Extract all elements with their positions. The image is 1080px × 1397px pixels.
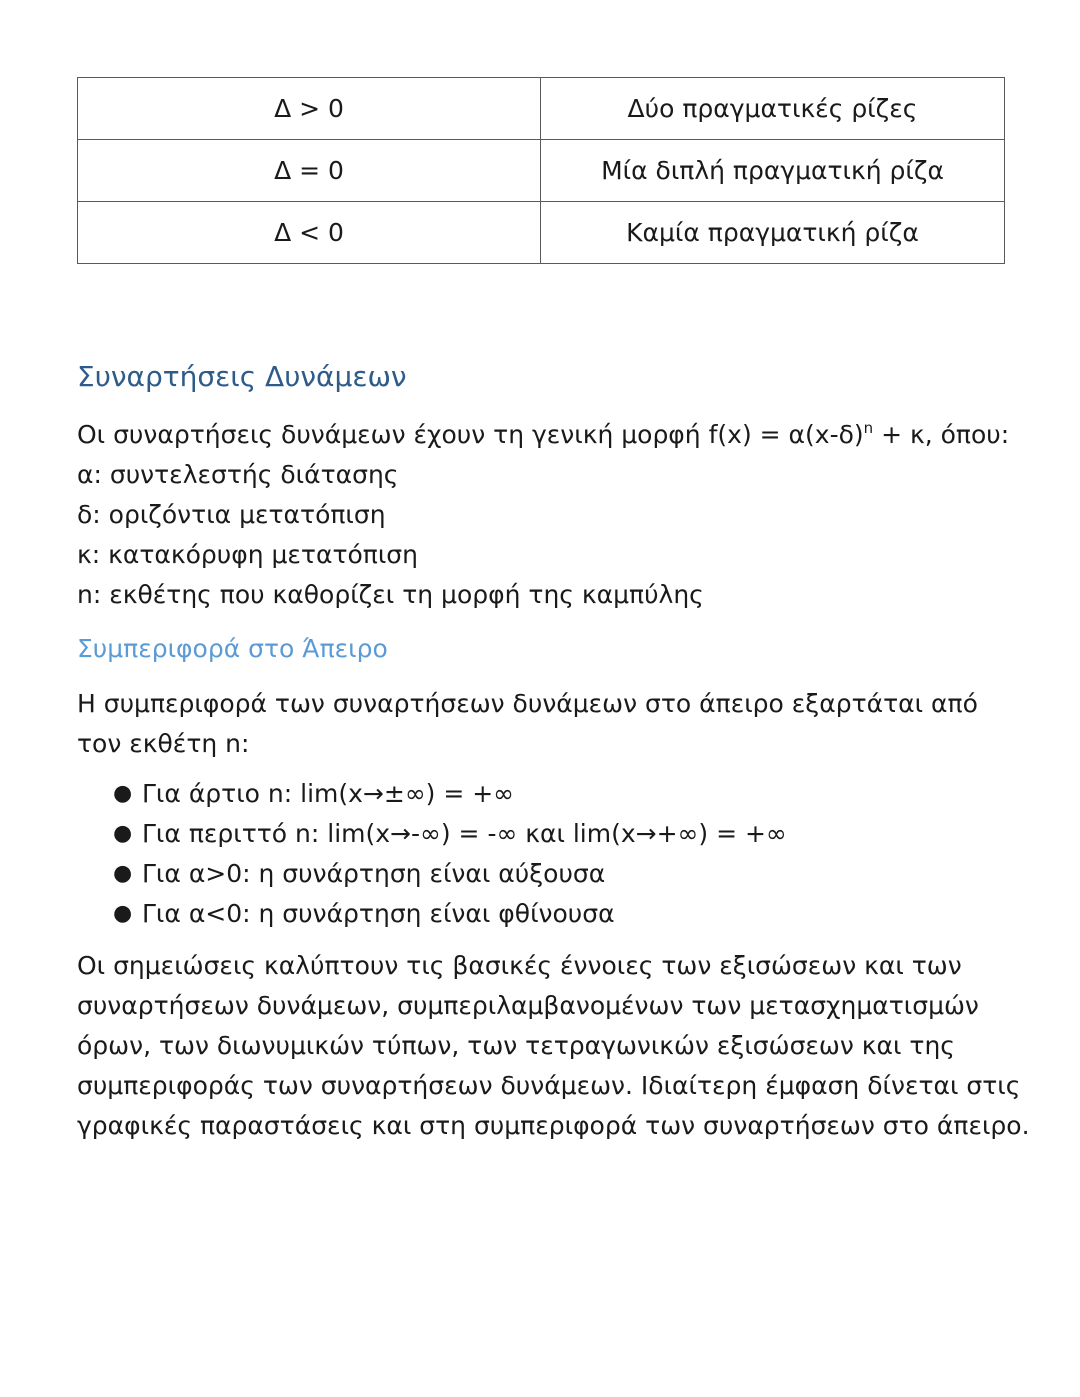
list-item-text: Για περιττό n: lim(x→-∞) = -∞ και lim(x→+∞) = +∞ [142, 819, 787, 848]
table-cell-result: Δύο πραγματικές ρίζες [541, 78, 1005, 140]
list-item-text: Για α<0: η συνάρτηση είναι φθίνουσα [142, 899, 615, 928]
section-intro [77, 415, 1010, 615]
general-form-text: Οι συναρτήσεις δυνάμεων έχουν τη γενική μορφή f(x) = α(x-δ) [77, 420, 864, 449]
table-cell-condition: Δ < 0 [78, 202, 541, 264]
list-item [77, 894, 1007, 934]
bullet-icon: ● [113, 821, 133, 846]
bullet-icon: ● [113, 861, 133, 886]
definition-line: n: εκθέτης που καθορίζει τη μορφή της καμπύλης [77, 580, 704, 609]
table-cell-condition: Δ = 0 [78, 140, 541, 202]
discriminant-table [77, 77, 1005, 264]
definition-line: κ: κατακόρυφη μετατόπιση [77, 540, 418, 569]
list-item [77, 774, 1007, 814]
list-item-text: Για άρτιο n: lim(x→±∞) = +∞ [142, 779, 515, 808]
bullet-icon: ● [113, 901, 133, 926]
table-row [78, 202, 1005, 264]
list-item [77, 854, 1007, 894]
definition-line: δ: οριζόντια μετατόπιση [77, 500, 386, 529]
section-heading: Συναρτήσεις Δυνάμεων [77, 360, 407, 393]
bullet-icon: ● [113, 781, 133, 806]
summary-line: γραφικές παραστάσεις και στη συμπεριφορά των συναρτήσεων στο άπειρο. [77, 1111, 1030, 1140]
summary-line: όρων, των διωνυμικών τύπων, των τετραγωνικών εξισώσεων και της [77, 1031, 955, 1060]
definition-line: α: συντελεστής διάτασης [77, 460, 399, 489]
table-cell-result: Μία διπλή πραγματική ρίζα [541, 140, 1005, 202]
summary-line: συμπεριφοράς των συναρτήσεων δυνάμεων. Ιδιαίτερη έμφαση δίνεται στις [77, 1071, 1021, 1100]
summary-line: Οι σημειώσεις καλύπτουν τις βασικές έννοιες των εξισώσεων και των [77, 951, 962, 980]
table-cell-condition: Δ > 0 [78, 78, 541, 140]
general-form-line [77, 415, 1010, 455]
list-item [77, 814, 1007, 854]
summary-paragraph [77, 946, 1030, 1146]
subsection-paragraph: Η συμπεριφορά των συναρτήσεων δυνάμεων στο άπειρο εξαρτάται από τον εκθέτη n: [77, 689, 978, 758]
subsection-heading: Συμπεριφορά στο Άπειρο [77, 634, 388, 663]
summary-line: συναρτήσεων δυνάμεων, συμπεριλαμβανομένων των μετασχηματισμών [77, 991, 979, 1020]
list-item-text: Για α>0: η συνάρτηση είναι αύξουσα [142, 859, 606, 888]
table-cell-result: Καμία πραγματική ρίζα [541, 202, 1005, 264]
exponent-superscript: n [863, 419, 874, 437]
table-row [78, 140, 1005, 202]
table-row [78, 78, 1005, 140]
general-form-tail: + κ, όπου: [873, 420, 1010, 449]
behavior-list [77, 774, 1007, 934]
